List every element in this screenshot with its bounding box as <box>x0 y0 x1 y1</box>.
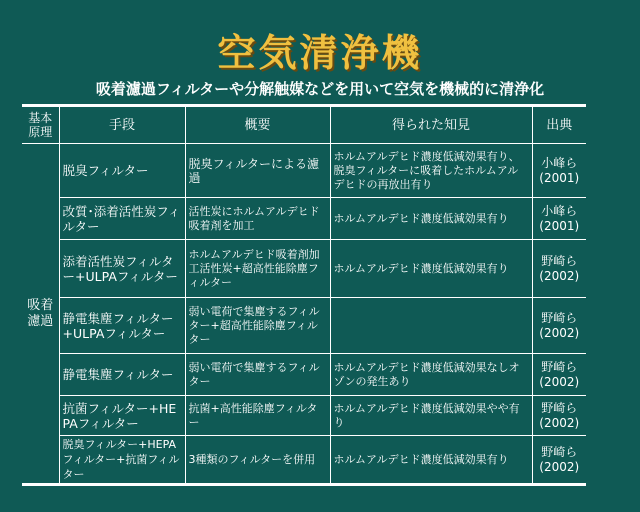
table-row <box>22 396 586 436</box>
method-cell: 脱臭フィルター+HEPAフィルター+抗菌フィルター <box>59 436 185 485</box>
method-cell: 改質･添着活性炭フィルター <box>59 198 185 240</box>
findings-cell <box>330 298 532 354</box>
header-summary: 概要 <box>185 106 330 144</box>
method-cell: 添着活性炭フィルター+ULPAフィルター <box>59 240 185 298</box>
source-cell: 野崎ら(2002) <box>532 396 586 436</box>
findings-cell: ホルムアルデヒド濃度低減効果有り <box>330 436 532 485</box>
slide-subtitle: 吸着濾過フィルターや分解触媒などを用いて空気を機械的に清浄化 <box>95 80 545 98</box>
source-cell: 野崎ら(2002) <box>532 436 586 485</box>
table-row <box>22 144 586 198</box>
source-cell: 野崎ら(2002) <box>532 240 586 298</box>
method-cell: 脱臭フィルター <box>59 144 185 198</box>
source-cell: 野崎ら(2002) <box>532 354 586 396</box>
table-header-row <box>22 106 586 144</box>
method-cell: 静電集塵フィルター <box>59 354 185 396</box>
header-principle: 基本原理 <box>22 106 59 144</box>
source-cell: 野崎ら(2002) <box>532 298 586 354</box>
table-row <box>22 198 586 240</box>
table-row <box>22 298 586 354</box>
summary-cell: 抗菌+高性能除塵フィルター <box>185 396 330 436</box>
summary-cell: 弱い電荷で集塵するフィルター <box>185 354 330 396</box>
findings-cell: ホルムアルデヒド濃度低減効果やや有り <box>330 396 532 436</box>
header-findings: 得られた知見 <box>330 106 532 144</box>
source-cell: 小峰ら(2001) <box>532 198 586 240</box>
header-source: 出典 <box>532 106 586 144</box>
summary-cell: 活性炭にホルムアルデヒド吸着剤を加工 <box>185 198 330 240</box>
slide-title: 空気清浄機 <box>217 31 423 75</box>
table-row <box>22 240 586 298</box>
principle-cell: 吸着濾過 <box>22 144 59 485</box>
summary-cell: 3種類のフィルターを併用 <box>185 436 330 485</box>
source-cell: 小峰ら(2001) <box>532 144 586 198</box>
method-cell: 抗菌フィルター+HEPAフィルター <box>59 396 185 436</box>
comparison-table <box>22 104 586 486</box>
summary-cell: 脱臭フィルターによる濾過 <box>185 144 330 198</box>
header-method: 手段 <box>59 106 185 144</box>
table-row <box>22 436 586 485</box>
summary-cell: 弱い電荷で集塵するフィルター+超高性能除塵フィルター <box>185 298 330 354</box>
table-row <box>22 354 586 396</box>
findings-cell: ホルムアルデヒド濃度低減効果有り <box>330 198 532 240</box>
findings-cell: ホルムアルデヒド濃度低減効果有り、脱臭フィルターに吸着したホルムアルデヒドの再放出有り <box>330 144 532 198</box>
findings-cell: ホルムアルデヒド濃度低減効果なしオゾンの発生あり <box>330 354 532 396</box>
findings-cell: ホルムアルデヒド濃度低減効果有り <box>330 240 532 298</box>
method-cell: 静電集塵フィルター+ULPAフィルター <box>59 298 185 354</box>
summary-cell: ホルムアルデヒド吸着剤加工活性炭+超高性能除塵フィルター <box>185 240 330 298</box>
